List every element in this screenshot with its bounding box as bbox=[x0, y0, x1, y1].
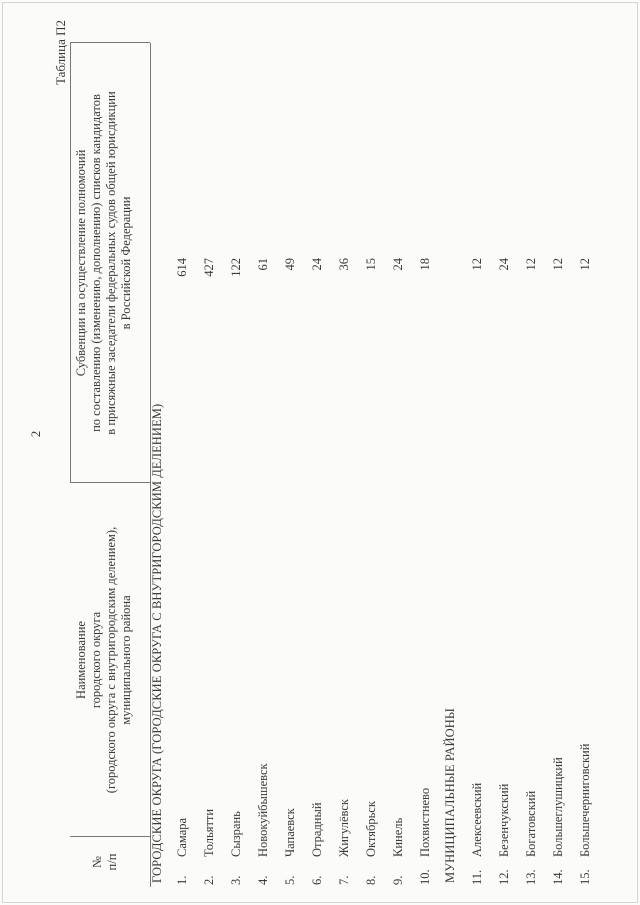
row-value: 12 bbox=[551, 258, 565, 271]
row-name: Безенчукский bbox=[497, 783, 511, 857]
row-value: 122 bbox=[229, 258, 243, 277]
header-top-border bbox=[70, 43, 71, 483]
row-name: Алексеевский bbox=[470, 782, 484, 857]
row-value: 427 bbox=[202, 258, 216, 277]
row-name: Октябрьск bbox=[364, 801, 378, 857]
row-number: 6. bbox=[310, 875, 324, 885]
row-number: 15. bbox=[578, 869, 592, 885]
row-number: 2. bbox=[202, 875, 216, 885]
row-number: 3. bbox=[229, 875, 243, 885]
row-value: 15 bbox=[364, 258, 378, 271]
row-number: 7. bbox=[337, 875, 351, 885]
row-name: Жигулёвск bbox=[337, 799, 351, 857]
row-name: Отрадный bbox=[310, 802, 324, 857]
row-value: 12 bbox=[578, 258, 592, 271]
section-title: МУНИЦИПАЛЬНЫЕ РАЙОНЫ bbox=[443, 708, 457, 883]
header-subvention-line: по составлению (изменению, дополнению) списков кандидатов bbox=[89, 94, 103, 432]
row-name: Богатовский bbox=[524, 790, 538, 857]
page-number: 2 bbox=[28, 430, 43, 438]
section-title: ГОРОДСКИЕ ОКРУГА (ГОРОДСКИЕ ОКРУГА С ВНУТРИГОРОДСКИМ ДЕЛЕНИЕМ) bbox=[150, 403, 164, 883]
row-value: 18 bbox=[418, 258, 432, 271]
row-number: 12. bbox=[497, 869, 511, 885]
header-divider bbox=[70, 482, 150, 483]
row-name: Чапаевск bbox=[283, 808, 297, 857]
header-subvention-cell bbox=[70, 43, 134, 483]
header-divider bbox=[70, 836, 150, 837]
row-value: 24 bbox=[497, 258, 511, 271]
row-value: 24 bbox=[391, 258, 405, 271]
row-name: Тольятти bbox=[202, 808, 216, 857]
header-name-cell bbox=[70, 483, 134, 837]
header-number-cell bbox=[78, 837, 150, 887]
row-number: 11. bbox=[470, 869, 484, 885]
header-subvention-line: в Российской Федерации bbox=[119, 196, 133, 330]
row-name: Кинель bbox=[391, 817, 405, 857]
row-number: 9. bbox=[391, 875, 405, 885]
row-value: 49 bbox=[283, 258, 297, 271]
header-right-border bbox=[70, 42, 150, 43]
row-value: 614 bbox=[175, 258, 189, 277]
row-value: 61 bbox=[256, 258, 270, 271]
row-name: Похвистнево bbox=[418, 787, 432, 857]
row-value: 24 bbox=[310, 258, 324, 271]
row-number: 14. bbox=[551, 869, 565, 885]
row-value: 12 bbox=[524, 258, 538, 271]
header-name-line: городского округа bbox=[89, 611, 103, 709]
header-name-line: Наименование bbox=[74, 621, 88, 699]
row-number: 8. bbox=[364, 875, 378, 885]
header-name-line: (городского округа с внутригородским делением), bbox=[104, 526, 118, 794]
row-name: Сызрань bbox=[229, 811, 243, 857]
row-number: 1. bbox=[175, 875, 189, 885]
row-number: 10. bbox=[418, 869, 432, 885]
table-label: Таблица П2 bbox=[53, 20, 68, 85]
row-value: 12 bbox=[470, 258, 484, 271]
row-name: Большечерниговский bbox=[578, 743, 592, 857]
row-name: Новокуйбышевск bbox=[256, 763, 270, 857]
row-name: Большеглушицкий bbox=[551, 757, 565, 857]
row-number: 13. bbox=[524, 869, 538, 885]
header-subvention-line: Субвенции на осуществление полномочий bbox=[74, 149, 88, 377]
row-value: 36 bbox=[337, 258, 351, 271]
row-name: Самара bbox=[175, 817, 189, 857]
row-number: 5. bbox=[283, 875, 297, 885]
header-subvention-line: в присяжные заседатели федеральных судов общей юрисдикции bbox=[104, 91, 118, 435]
header-number-line: № bbox=[90, 856, 104, 868]
row-number: 4. bbox=[256, 875, 270, 885]
header-name-line: муниципального района bbox=[119, 595, 133, 725]
header-number-line: п/п bbox=[105, 853, 119, 871]
